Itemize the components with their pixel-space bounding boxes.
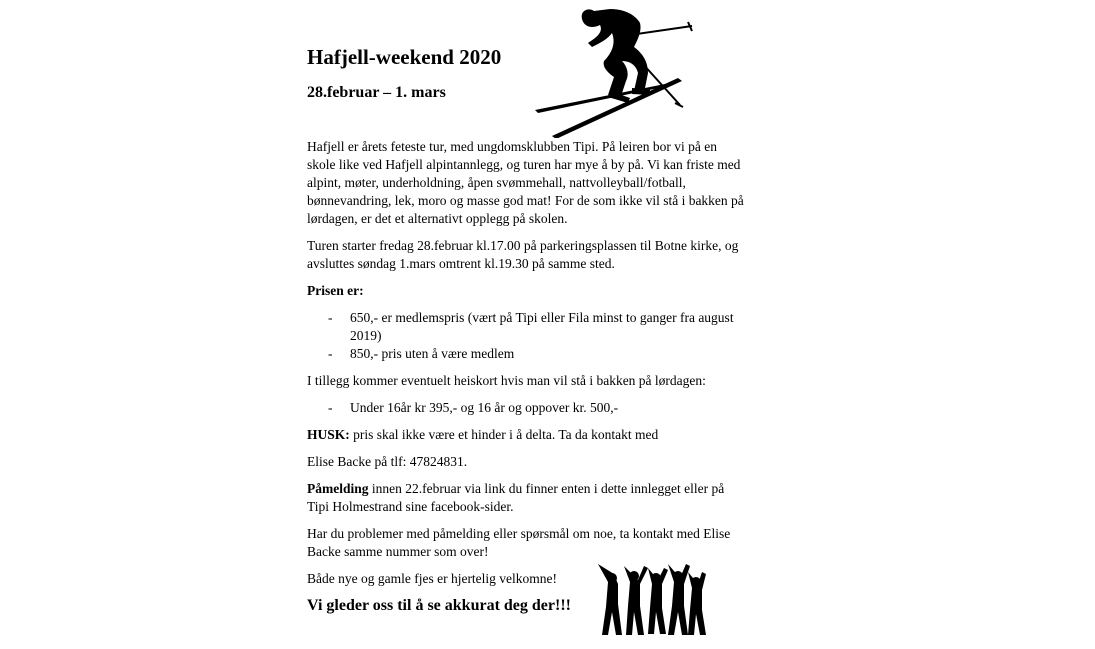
- list-item: - Under 16år kr 395,- og 16 år og oppover kr. 500,-: [328, 400, 619, 415]
- list-item: - 850,- pris uten å være medlem: [328, 346, 515, 361]
- problems-paragraph: Har du problemer med påmelding eller spørsmål om noe, ta kontakt med Elise Backe samme nummer som over!: [307, 526, 731, 559]
- article-body: [307, 138, 747, 624]
- cheering-people-icon: [596, 562, 708, 637]
- skier-icon: [530, 3, 695, 138]
- lift-intro: I tillegg kommer eventuelt heiskort hvis man vil stå i bakken på lørdagen:: [307, 373, 706, 388]
- lift-price-list: [307, 399, 747, 417]
- intro-paragraph: Hafjell er årets feteste tur, med ungdomsklubben Tipi. På leiren bor vi på en skole like ved Hafjell alpintannlegg, og turen har mye å by på. Vi kan friste med alpint, møter, underholdning, åpen svømmehall, nattvolleyball/fotball, bønnevandring, lek, moro og masse god mat! For de som ikke vil stå i bakken på lørdagen, er det et alternativt opplegg på skolen.: [307, 139, 744, 226]
- closing-line: Vi gleder oss til å se akkurat deg der!!!: [307, 597, 571, 614]
- page-title: Hafjell-weekend 2020: [307, 45, 502, 69]
- list-item: - 650,- er medlemspris (vært på Tipi eller Fila minst to ganger fra august 2019): [328, 310, 734, 343]
- signup-paragraph: Påmelding innen 22.februar via link du finner enten i dette innlegget eller på Tipi Holmestrand sine facebook-sider.: [307, 481, 725, 514]
- schedule-paragraph: Turen starter fredag 28.februar kl.17.00 på parkeringsplassen til Botne kirke, og avsluttes søndag 1.mars omtrent kl.19.30 på samme sted.: [307, 238, 739, 271]
- contact-paragraph: Elise Backe på tlf: 47824831.: [307, 454, 468, 469]
- price-heading: Prisen er:: [307, 283, 364, 298]
- welcome-paragraph: Både nye og gamle fjes er hjertelig velkomne!: [307, 571, 558, 586]
- husk-paragraph: HUSK: pris skal ikke være et hinder i å delta. Ta da kontakt med: [307, 427, 659, 442]
- event-dates: 28.februar – 1. mars: [307, 84, 446, 101]
- price-list: [307, 309, 747, 363]
